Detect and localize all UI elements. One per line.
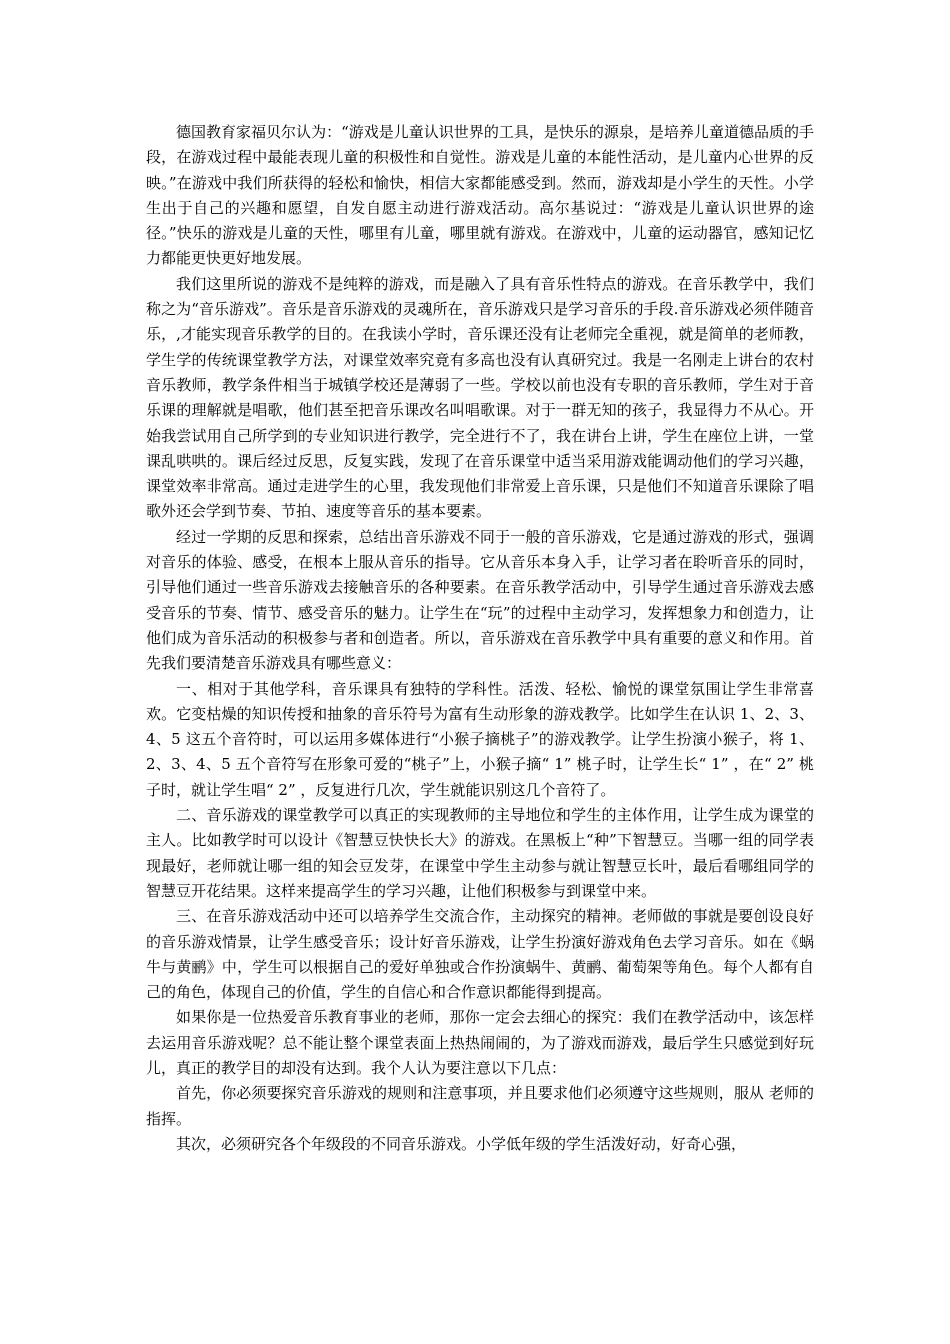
paragraph-first-rules: 首先，你必须要探究音乐游戏的规则和注意事项，并且要求他们必须遵守这些规则，服从 老师的指挥。 <box>146 1084 814 1128</box>
paragraph-point-two: 二、音乐游戏的课堂教学可以真正的实现教师的主导地位和学生的主体作用，让学生成为课堂的主人。比如教学时可以设计《智慧豆快快长大》的游戏。在黑板上“种”下智慧豆。当哪一组的同学表现最好，老师就让哪一组的知会豆发芽，在课堂中学生主动参与就让智慧豆长叶，最后看哪组同学的智慧豆开花结果。这样来提高学生的学习兴趣，让他们积极参与到课堂中来。 <box>146 806 814 900</box>
paragraph-intro-froebel: 德国教育家福贝尔认为：“游戏是儿童认识世界的工具，是快乐的源泉，是培养儿童道德品质的手段，在游戏过程中最能表现儿童的积极性和自觉性。游戏是儿童的本能性活动，是儿童内心世界的反映。”在游戏中我们所获得的轻松和愉快，相信大家都能感受到。然而，游戏却是小学生的天性。小学生出于自己的兴趣和愿望，自发自愿主动进行游戏活动。高尔基说过：“游戏是儿童认识世界的途径。”快乐的游戏是儿童的天性，哪里有儿童，哪里就有游戏。在游戏中，儿童的运动器官，感知记忆力都能更快更好地发展。 <box>146 123 814 268</box>
paragraph-point-one: 一、相对于其他学科，音乐课具有独特的学科性。活泼、轻松、愉悦的课堂氛围让学生非常喜欢。它变枯燥的知识传授和抽象的音乐符号为富有生动形象的游戏教学。比如学生在认识 1、2、3、4、5 这五个音符时，可以运用多媒体进行“小猴子摘桃子”的游戏教学。让学生扮演小猴子，将 1、2、3、4、5 五个音符写在形象可爱的“桃子”上，小猴子摘“ 1” 桃子时，让学生长“ 1” ，在“ 2” 桃子时，就让学生唱“ 2” ，反复进行几次，学生就能识别这几个音符了。 <box>146 679 814 799</box>
document-body <box>146 120 814 1157</box>
paragraph-point-three: 三、在音乐游戏活动中还可以培养学生交流合作，主动探究的精神。老师做的事就是要创设良好的音乐游戏情景，让学生感受音乐；设计好音乐游戏，让学生扮演好游戏角色去学习音乐。如在《蜗牛与黄鹂》中，学生可以根据自己的爱好单独或合作扮演蜗牛、黄鹂、葡萄架等角色。每个人都有自己的角色，体现自己的价值，学生的自信心和合作意识都能得到提高。 <box>146 907 814 1002</box>
paragraph-reflection-exploration: 经过一学期的反思和探索，总结出音乐游戏不同于一般的音乐游戏，它是通过游戏的形式，强调对音乐的体验、感受，在根本上服从音乐的指导。它从音乐本身入手，让学习者在聆听音乐的同时，引导他们通过一些音乐游戏去接触音乐的各种要素。在音乐教学活动中，引导学生通过音乐游戏去感受音乐的节奏、情节、感受音乐的魅力。让学生在“玩”的过程中主动学习，发挥想象力和创造力，让他们成为音乐活动的积极参与者和创造者。所以，音乐游戏在音乐教学中具有重要的意义和作用。首先我们要清楚音乐游戏具有哪些意义： <box>146 527 814 673</box>
paragraph-how-to-use: 如果你是一位热爱音乐教育事业的老师，那你一定会去细心的探究：我们在教学活动中，该怎样去运用音乐游戏呢？总不能让整个课堂表面上热热闹闹的，为了游戏而游戏，最后学生只感觉到好玩儿，真正的教学目的却没有达到。我个人认为要注意以下几点： <box>146 1008 814 1077</box>
paragraph-music-games-definition: 我们这里所说的游戏不是纯粹的游戏，而是融入了具有音乐性特点的游戏。在音乐教学中，我们称之为“音乐游戏”。音乐是音乐游戏的灵魂所在，音乐游戏只是学习音乐的手段.音乐游戏必须伴随音乐，,才能实现音乐教学的目的。在我读小学时，音乐课还没有让老师完全重视，就是简单的老师教，学生学的传统课堂教学方法，对课堂效率究竟有多高也没有认真研究过。我是一名刚走上讲台的农村音乐教师，教学条件相当于城镇学校还是薄弱了一些。学校以前也没有专职的音乐教师，学生对于音乐课的理解就是唱歌，他们甚至把音乐课改名叫唱歌课。对于一群无知的孩子，我显得力不从心。开始我尝试用自己所学到的专业知识进行教学，完全进行不了，我在讲台上讲，学生在座位上讲，一堂课乱哄哄的。课后经过反思，反复实践，发现了在音乐课堂中适当采用游戏能调动他们的学习兴趣，课堂效率非常高。通过走进学生的心里，我发现他们非常爱上音乐课，只是他们不知道音乐课除了唱歌外还会学到节奏、节拍、速度等音乐的基本要素。 <box>146 274 814 521</box>
paragraph-second-grades: 其次，必须研究各个年级段的不同音乐游戏。小学低年级的学生活泼好动，好奇心强， <box>176 1134 747 1153</box>
